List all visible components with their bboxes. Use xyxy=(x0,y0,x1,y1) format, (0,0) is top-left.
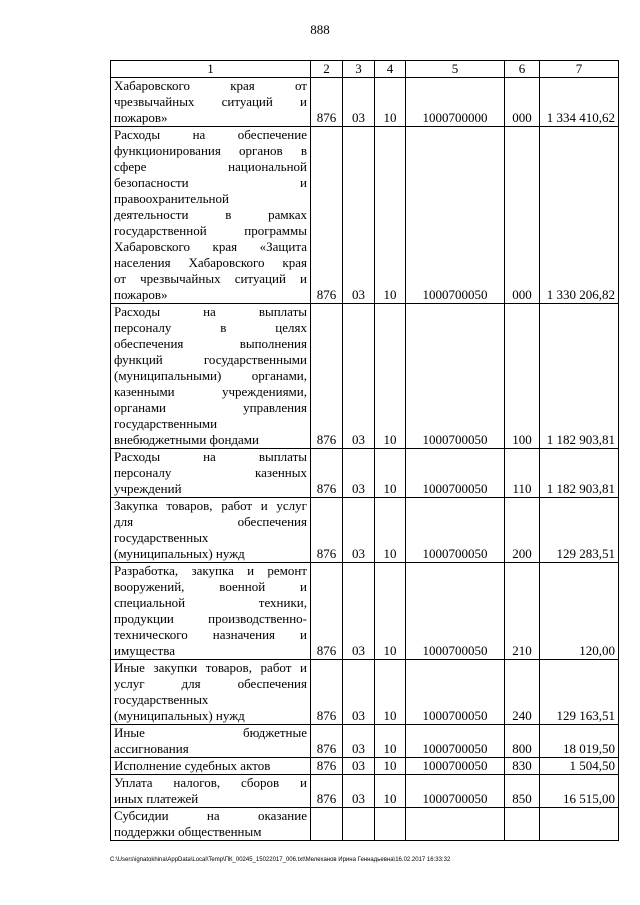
description-line: персоналу в целях xyxy=(114,320,307,335)
column-header-7: 7 xyxy=(540,61,619,78)
target-item-code xyxy=(406,808,505,841)
ministry-code: 876 xyxy=(311,775,343,808)
description-line: Хабаровского края «Защита xyxy=(114,239,307,254)
ministry-code: 876 xyxy=(311,563,343,660)
subsection-code: 10 xyxy=(375,498,406,563)
ministry-code: 876 xyxy=(311,660,343,725)
amount: 18 019,50 xyxy=(540,725,619,758)
table-row xyxy=(111,78,619,127)
amount: 1 504,50 xyxy=(540,758,619,775)
ministry-code: 876 xyxy=(311,449,343,498)
description-line: безопасности и xyxy=(114,175,307,190)
amount: 1 330 206,82 xyxy=(540,127,619,304)
subsection-code: 10 xyxy=(375,660,406,725)
description-line: населения Хабаровского края xyxy=(114,255,307,270)
description-line: Хабаровского края от xyxy=(114,78,307,93)
description-line: Субсидии на оказание xyxy=(114,808,307,823)
ministry-code: 876 xyxy=(311,304,343,449)
expense-type-code: 000 xyxy=(505,127,540,304)
target-item-code: 1000700050 xyxy=(406,127,505,304)
expense-type-code xyxy=(505,808,540,841)
description-line: услуг для обеспечения xyxy=(114,676,307,691)
subsection-code: 10 xyxy=(375,449,406,498)
column-header-3: 3 xyxy=(343,61,375,78)
description-line: государственной программы xyxy=(114,223,307,238)
subsection-code: 10 xyxy=(375,127,406,304)
amount: 1 334 410,62 xyxy=(540,78,619,127)
amount: 129 163,51 xyxy=(540,660,619,725)
description-line: имущества xyxy=(114,643,175,658)
description-line: Разработка, закупка и ремонт xyxy=(114,563,307,578)
description-line: Уплата налогов, сборов и xyxy=(114,775,307,790)
description-line: Исполнение судебных актов xyxy=(114,758,271,773)
section-code: 03 xyxy=(343,304,375,449)
description-line: поддержки общественным xyxy=(114,824,262,839)
expense-type-code: 200 xyxy=(505,498,540,563)
section-code: 03 xyxy=(343,563,375,660)
description-line: пожаров» xyxy=(114,110,168,125)
table-row xyxy=(111,775,619,808)
section-code xyxy=(343,808,375,841)
table-row xyxy=(111,758,619,775)
table-row xyxy=(111,304,619,449)
target-item-code: 1000700050 xyxy=(406,725,505,758)
section-code: 03 xyxy=(343,725,375,758)
description-line: органами управления xyxy=(114,400,307,415)
table-row xyxy=(111,808,619,841)
target-item-code: 1000700050 xyxy=(406,758,505,775)
section-code: 03 xyxy=(343,660,375,725)
subsection-code: 10 xyxy=(375,775,406,808)
target-item-code: 1000700050 xyxy=(406,498,505,563)
description-line: государственных xyxy=(114,692,209,707)
section-code: 03 xyxy=(343,775,375,808)
row-description xyxy=(111,127,311,304)
amount: 120,00 xyxy=(540,563,619,660)
table-row xyxy=(111,725,619,758)
column-header-5: 5 xyxy=(406,61,505,78)
description-line: Расходы на обеспечение xyxy=(114,127,307,142)
amount: 129 283,51 xyxy=(540,498,619,563)
ministry-code: 876 xyxy=(311,78,343,127)
description-line: персоналу казенных xyxy=(114,465,307,480)
description-line: иных платежей xyxy=(114,791,199,806)
expense-type-code: 110 xyxy=(505,449,540,498)
ministry-code: 876 xyxy=(311,758,343,775)
subsection-code: 10 xyxy=(375,78,406,127)
ministry-code: 876 xyxy=(311,127,343,304)
subsection-code: 10 xyxy=(375,304,406,449)
target-item-code: 1000700050 xyxy=(406,449,505,498)
expense-type-code: 210 xyxy=(505,563,540,660)
column-header-4: 4 xyxy=(375,61,406,78)
target-item-code: 1000700050 xyxy=(406,304,505,449)
amount: 16 515,00 xyxy=(540,775,619,808)
description-line: Расходы на выплаты xyxy=(114,304,307,319)
row-description xyxy=(111,449,311,498)
subsection-code xyxy=(375,808,406,841)
ministry-code: 876 xyxy=(311,725,343,758)
expense-type-code: 000 xyxy=(505,78,540,127)
section-code: 03 xyxy=(343,449,375,498)
description-line: сфере национальной xyxy=(114,159,307,174)
description-line: вооружений, военной и xyxy=(114,579,307,594)
description-line: Иные бюджетные xyxy=(114,725,307,740)
expense-type-code: 800 xyxy=(505,725,540,758)
row-description xyxy=(111,808,311,841)
description-line: специальной техники, xyxy=(114,595,307,610)
description-line: функционирования органов в xyxy=(114,143,307,158)
description-line: для обеспечения xyxy=(114,514,307,529)
subsection-code: 10 xyxy=(375,758,406,775)
column-header-6: 6 xyxy=(505,61,540,78)
table-row xyxy=(111,449,619,498)
expense-type-code: 850 xyxy=(505,775,540,808)
footer-file-path: C:\Users\ignatokhina\AppData\Local\Temp\ПК_00245_15022017_006.txt\Мелеханов Ирина Геннадьевна\16.02.2017 16:33:32 xyxy=(110,857,451,863)
table-row xyxy=(111,660,619,725)
description-line: (муниципальных) нужд xyxy=(114,546,245,561)
amount xyxy=(540,808,619,841)
description-line: (муниципальных) нужд xyxy=(114,708,245,723)
target-item-code: 1000700000 xyxy=(406,78,505,127)
description-line: (муниципальными) органами, xyxy=(114,368,307,383)
section-code: 03 xyxy=(343,758,375,775)
expense-type-code: 240 xyxy=(505,660,540,725)
row-description xyxy=(111,758,311,775)
description-line: правоохранительной xyxy=(114,191,229,206)
page-number: 888 xyxy=(310,22,330,37)
section-code: 03 xyxy=(343,127,375,304)
description-line: продукции производственно- xyxy=(114,611,307,626)
description-line: Расходы на выплаты xyxy=(114,449,307,464)
target-item-code: 1000700050 xyxy=(406,775,505,808)
target-item-code: 1000700050 xyxy=(406,660,505,725)
subsection-code: 10 xyxy=(375,563,406,660)
description-line: технического назначения и xyxy=(114,627,307,642)
description-line: внебюджетными фондами xyxy=(114,432,259,447)
row-description xyxy=(111,498,311,563)
header-row xyxy=(111,61,619,78)
row-description xyxy=(111,775,311,808)
amount: 1 182 903,81 xyxy=(540,449,619,498)
description-line: Закупка товаров, работ и услуг xyxy=(114,498,307,513)
column-header-2: 2 xyxy=(311,61,343,78)
section-code: 03 xyxy=(343,78,375,127)
row-description xyxy=(111,304,311,449)
row-description xyxy=(111,78,311,127)
amount: 1 182 903,81 xyxy=(540,304,619,449)
description-line: обеспечения выполнения xyxy=(114,336,307,351)
description-line: пожаров» xyxy=(114,287,168,302)
description-line: учреждений xyxy=(114,481,182,496)
budget-table xyxy=(110,60,619,841)
description-line: Иные закупки товаров, работ и xyxy=(114,660,307,675)
row-description xyxy=(111,563,311,660)
description-line: деятельности в рамках xyxy=(114,207,307,222)
expense-type-code: 100 xyxy=(505,304,540,449)
description-line: государственных xyxy=(114,530,209,545)
table-body xyxy=(111,78,619,841)
ministry-code xyxy=(311,808,343,841)
description-line: от чрезвычайных ситуаций и xyxy=(114,271,307,286)
row-description xyxy=(111,725,311,758)
column-header-1: 1 xyxy=(111,61,311,78)
description-line: казенными учреждениями, xyxy=(114,384,307,399)
table-row xyxy=(111,563,619,660)
description-line: функций государственными xyxy=(114,352,307,367)
description-line: государственными xyxy=(114,416,218,431)
section-code: 03 xyxy=(343,498,375,563)
table-row xyxy=(111,127,619,304)
table-row xyxy=(111,498,619,563)
description-line: чрезвычайных ситуаций и xyxy=(114,94,307,109)
row-description xyxy=(111,660,311,725)
description-line: ассигнования xyxy=(114,741,189,756)
ministry-code: 876 xyxy=(311,498,343,563)
target-item-code: 1000700050 xyxy=(406,563,505,660)
expense-type-code: 830 xyxy=(505,758,540,775)
subsection-code: 10 xyxy=(375,725,406,758)
